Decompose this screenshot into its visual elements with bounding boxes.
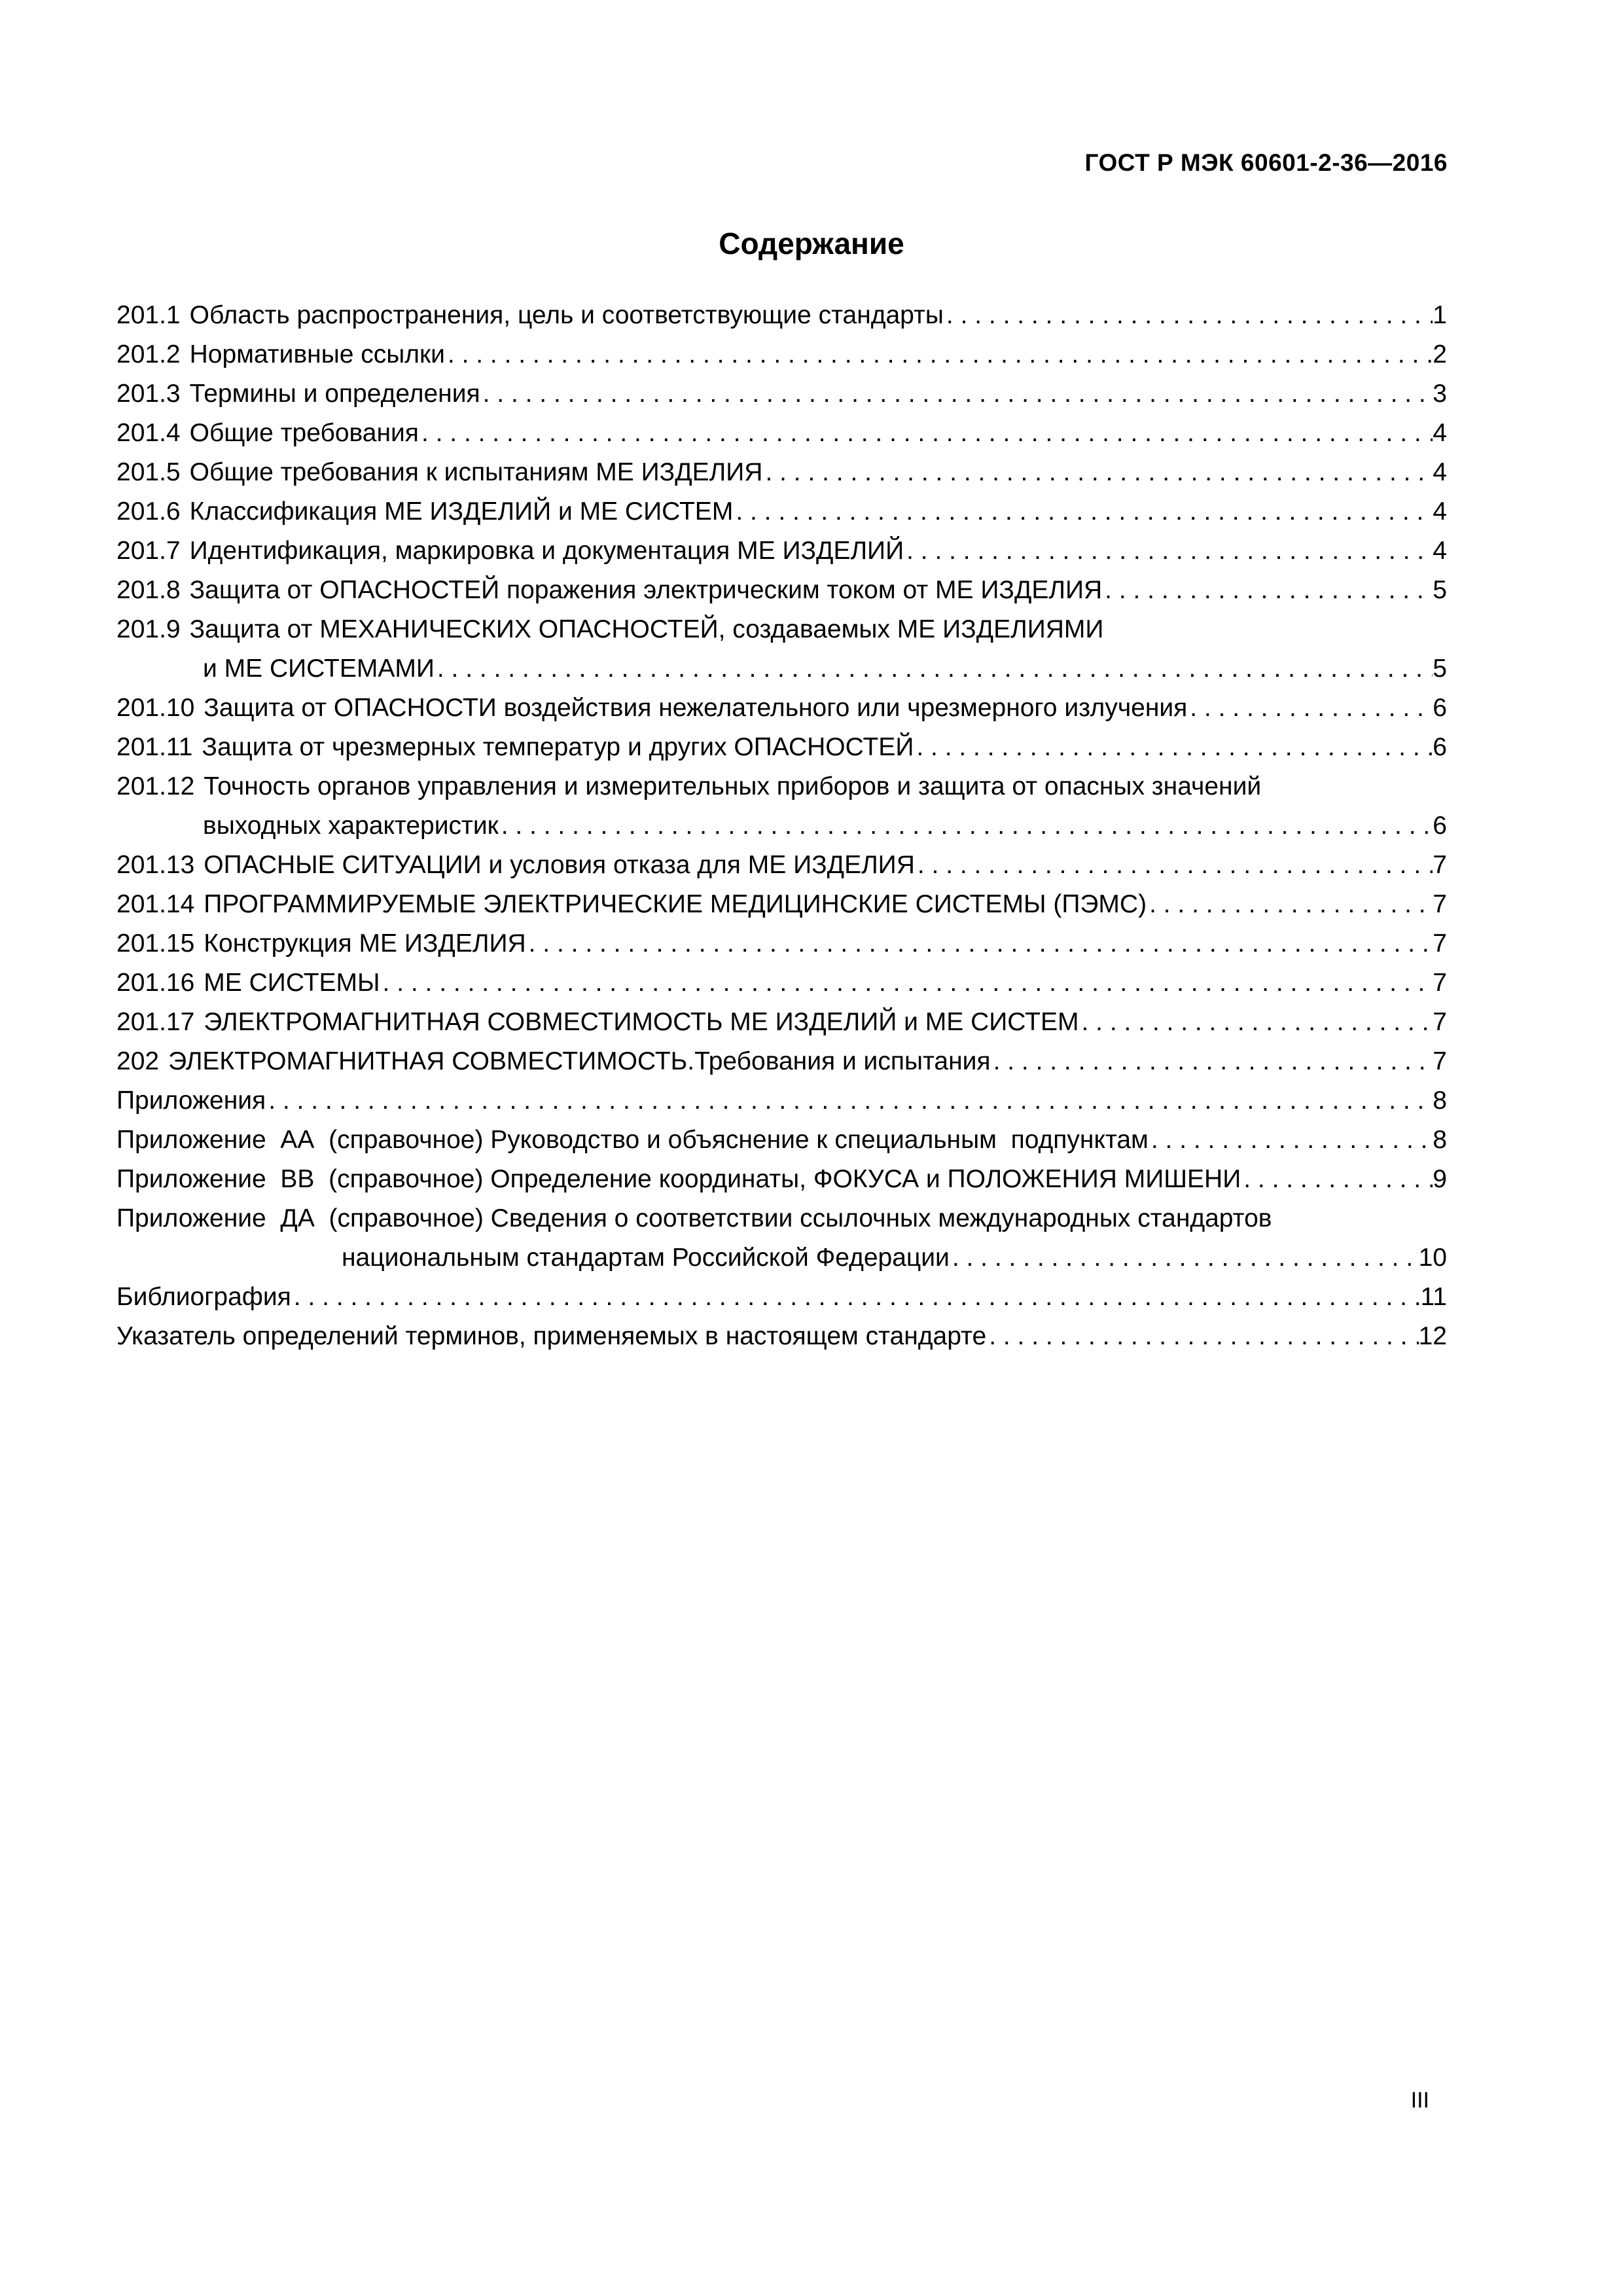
toc-entry-title: Конструкция МЕ ИЗДЕЛИЯ bbox=[204, 929, 526, 958]
toc-entry[interactable] bbox=[116, 1081, 1447, 1121]
toc-entry-page: 6 bbox=[1433, 812, 1447, 840]
toc-entry-page: 4 bbox=[1433, 497, 1447, 526]
toc-entry-title: ЭЛЕКТРОМАГНИТНАЯ СОВМЕСТИМОСТЬ МЕ ИЗДЕЛИЙ и МЕ СИСТЕМ bbox=[204, 1008, 1079, 1036]
toc-entry-number: 201.2 bbox=[116, 340, 181, 368]
toc-entry-number: 201.14 bbox=[116, 890, 195, 918]
toc-leader-dots bbox=[1187, 689, 1433, 728]
toc-leader-dots bbox=[762, 453, 1433, 492]
toc-leader-dots bbox=[499, 806, 1433, 846]
toc-entry-page: 4 bbox=[1433, 419, 1447, 447]
toc-entry-page: 7 bbox=[1433, 929, 1447, 958]
toc-entry-page: 3 bbox=[1433, 380, 1447, 408]
toc-entry[interactable] bbox=[116, 1199, 1447, 1278]
toc-entry-page: 1 bbox=[1433, 301, 1447, 329]
toc-leader-dots bbox=[380, 963, 1433, 1003]
toc-leader-dots bbox=[1147, 885, 1433, 924]
toc-entry-title: Указатель определений терминов, применяемых в настоящем стандарте bbox=[116, 1322, 987, 1350]
toc-leader-dots bbox=[1149, 1121, 1433, 1160]
toc-entry-number: 201.11 bbox=[116, 733, 193, 761]
toc-leader-dots bbox=[991, 1042, 1433, 1081]
toc-title: Содержание bbox=[719, 226, 904, 260]
toc-entry-page: 7 bbox=[1433, 1047, 1447, 1075]
toc-entry[interactable] bbox=[116, 1042, 1447, 1081]
toc-leader-dots bbox=[435, 649, 1433, 689]
toc-entry-page: 4 bbox=[1433, 458, 1447, 486]
toc-entry[interactable] bbox=[116, 1003, 1447, 1042]
toc-entry[interactable] bbox=[116, 728, 1447, 767]
toc-entry[interactable] bbox=[116, 531, 1447, 571]
toc-entry-page: 6 bbox=[1433, 733, 1447, 761]
toc-entry-title: МЕ СИСТЕМЫ bbox=[204, 969, 380, 997]
toc-entry-title: Классификация МЕ ИЗДЕЛИЙ и МЕ СИСТЕМ bbox=[189, 497, 734, 526]
toc-leader-dots bbox=[986, 1317, 1418, 1356]
toc-entry[interactable] bbox=[116, 453, 1447, 492]
toc-leader-dots bbox=[904, 531, 1433, 571]
toc-entry-title: Защита от ОПАСНОСТЕЙ поражения электрическим током от МЕ ИЗДЕЛИЯ bbox=[189, 576, 1103, 604]
toc-entry[interactable] bbox=[116, 924, 1447, 963]
toc-entry-page: 7 bbox=[1433, 890, 1447, 918]
toc-leader-dots bbox=[914, 728, 1433, 767]
toc-entry-number: 201.13 bbox=[116, 851, 195, 879]
toc-entry-number: 201.4 bbox=[116, 419, 181, 447]
toc-entry-number: 201.15 bbox=[116, 929, 195, 958]
document-code: ГОСТ Р МЭК 60601-2-36—2016 bbox=[1084, 149, 1448, 176]
toc-leader-dots bbox=[1079, 1003, 1433, 1042]
page-number: III bbox=[1410, 2088, 1429, 2113]
toc-entry-page: 5 bbox=[1433, 655, 1447, 683]
toc-entry-page: 10 bbox=[1418, 1244, 1447, 1272]
toc-entry-title: Общие требования bbox=[189, 419, 419, 447]
toc-entry-number: 202 bbox=[116, 1047, 160, 1075]
toc-entry-number: 201.12 bbox=[116, 772, 195, 800]
toc-entry-number: 201.6 bbox=[116, 497, 181, 526]
toc-entry-number: 201.3 bbox=[116, 380, 181, 408]
toc-entry-title-continued: и МЕ СИСТЕМАМИ bbox=[203, 655, 435, 683]
toc-entry-page: 11 bbox=[1420, 1283, 1447, 1311]
toc-entry-number: 201.17 bbox=[116, 1008, 195, 1036]
toc-entry[interactable] bbox=[116, 414, 1447, 453]
toc-entry[interactable] bbox=[116, 335, 1447, 374]
toc-entry-title: Защита от МЕХАНИЧЕСКИХ ОПАСНОСТЕЙ, создаваемых МЕ ИЗДЕЛИЯМИ bbox=[189, 615, 1104, 643]
toc-leader-dots bbox=[445, 335, 1433, 374]
toc-entry-number: 201.8 bbox=[116, 576, 181, 604]
toc-entry-page: 2 bbox=[1433, 340, 1447, 368]
toc-entry-number: 201.5 bbox=[116, 458, 181, 486]
toc-entry-number: 201.7 bbox=[116, 537, 181, 565]
toc-entry-title: Приложение ВВ (справочное) Определение координаты, ФОКУСА и ПОЛОЖЕНИЯ МИШЕНИ bbox=[116, 1165, 1241, 1193]
toc-entry-title: Область распространения, цель и соответствующие стандарты bbox=[189, 301, 944, 329]
toc-entry-page: 5 bbox=[1433, 576, 1447, 604]
toc-entry[interactable] bbox=[116, 610, 1447, 689]
toc-entry[interactable] bbox=[116, 1121, 1447, 1160]
toc-entry-page: 12 bbox=[1418, 1322, 1447, 1350]
toc-entry[interactable] bbox=[116, 1160, 1447, 1199]
toc-leader-dots bbox=[915, 846, 1433, 885]
toc-leader-dots bbox=[733, 492, 1433, 531]
toc-entry-title: Библиография bbox=[116, 1283, 291, 1311]
toc-entry-title: Термины и определения bbox=[189, 380, 480, 408]
toc-entry-title: Защита от ОПАСНОСТИ воздействия нежелательного или чрезмерного излучения bbox=[204, 694, 1188, 722]
toc-entry-title: Точность органов управления и измерительных приборов и защита от опасных значений bbox=[204, 772, 1262, 800]
toc-entry[interactable] bbox=[116, 1278, 1447, 1317]
toc-entry-title: Защита от чрезмерных температур и других ОПАСНОСТЕЙ bbox=[202, 733, 914, 761]
toc-entry-title-continued: национальным стандартам Российской Федерации bbox=[342, 1244, 950, 1272]
toc-entry-title: Нормативные ссылки bbox=[189, 340, 445, 368]
toc-entry[interactable] bbox=[116, 296, 1447, 335]
toc-entry-page: 7 bbox=[1433, 1008, 1447, 1036]
toc-entry-page: 8 bbox=[1433, 1086, 1447, 1115]
toc-entry[interactable] bbox=[116, 374, 1447, 414]
toc-entry[interactable] bbox=[116, 846, 1447, 885]
toc-entry-page: 7 bbox=[1433, 851, 1447, 879]
toc-leader-dots bbox=[950, 1238, 1419, 1278]
toc-entry-page: 9 bbox=[1433, 1165, 1447, 1193]
toc-leader-dots bbox=[419, 414, 1433, 453]
toc-entry[interactable] bbox=[116, 767, 1447, 846]
toc-entry-title: Приложения bbox=[116, 1086, 266, 1115]
toc-entry[interactable] bbox=[116, 571, 1447, 610]
toc-leader-dots bbox=[944, 296, 1433, 335]
toc-entry-title-continued: выходных характеристик bbox=[203, 812, 499, 840]
toc-entry[interactable] bbox=[116, 885, 1447, 924]
toc-entry-number: 201.16 bbox=[116, 969, 195, 997]
toc-entry[interactable] bbox=[116, 1317, 1447, 1356]
toc-entry-page: 8 bbox=[1433, 1126, 1447, 1154]
toc-entry-number: 201.1 bbox=[116, 301, 181, 329]
toc-leader-dots bbox=[526, 924, 1433, 963]
toc-entry-title: Приложение АА (справочное) Руководство и объяснение к специальным подпунктам bbox=[116, 1126, 1149, 1154]
toc-leader-dots bbox=[266, 1081, 1433, 1121]
toc-entry-title: Приложение ДА (справочное) Сведения о соответствии ссылочных международных стандартов bbox=[116, 1204, 1272, 1232]
toc-entry-title: Идентификация, маркировка и документация МЕ ИЗДЕЛИЙ bbox=[189, 537, 904, 565]
toc-entry-page: 6 bbox=[1433, 694, 1447, 722]
toc-entry[interactable] bbox=[116, 492, 1447, 531]
toc-leader-dots bbox=[1241, 1160, 1433, 1199]
toc-leader-dots bbox=[1102, 571, 1433, 610]
toc-entry[interactable] bbox=[116, 963, 1447, 1003]
toc-leader-dots bbox=[480, 374, 1433, 414]
toc-entry-number: 201.9 bbox=[116, 615, 181, 643]
toc-entry-number: 201.10 bbox=[116, 694, 195, 722]
toc-entry[interactable] bbox=[116, 689, 1447, 728]
toc-entry-page: 7 bbox=[1433, 969, 1447, 997]
toc-entry-title: Общие требования к испытаниям МЕ ИЗДЕЛИЯ bbox=[189, 458, 763, 486]
toc-entry-page: 4 bbox=[1433, 537, 1447, 565]
toc-entry-title: ОПАСНЫЕ СИТУАЦИИ и условия отказа для МЕ ИЗДЕЛИЯ bbox=[204, 851, 915, 879]
toc-entry-title: ПРОГРАММИРУЕМЫЕ ЭЛЕКТРИЧЕСКИЕ МЕДИЦИНСКИЕ СИСТЕМЫ (ПЭМС) bbox=[204, 890, 1147, 918]
toc-leader-dots bbox=[291, 1278, 1421, 1317]
toc-entry-title: ЭЛЕКТРОМАГНИТНАЯ СОВМЕСТИМОСТЬ.Требования и испытания bbox=[168, 1047, 991, 1075]
